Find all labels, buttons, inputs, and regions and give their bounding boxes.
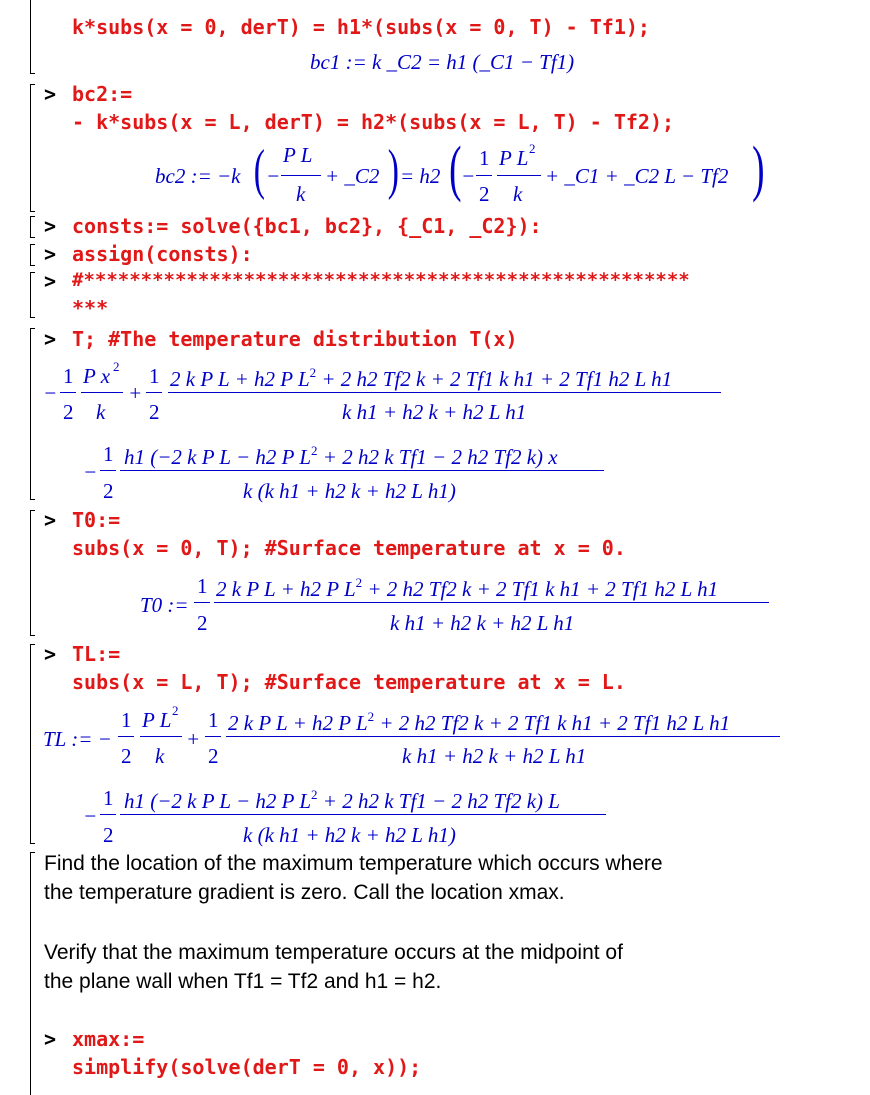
consts-prompt: > bbox=[44, 214, 57, 238]
t-half-den-2: 2 bbox=[149, 400, 160, 424]
stars-prompt: > bbox=[44, 269, 57, 293]
t-neg-1: − bbox=[43, 381, 58, 405]
bc2-input-line2[interactable]: - k*subs(x = L, derT) = h2*(subs(x = L, T) - Tf2); bbox=[72, 110, 675, 134]
t-lin-bar bbox=[120, 470, 604, 471]
text-para2-line1: Verify that the maximum temperature occurs at the midpoint of bbox=[44, 941, 623, 964]
tl-prompt: > bbox=[44, 642, 57, 666]
group-bracket-consts bbox=[30, 216, 35, 238]
xmax-prompt: > bbox=[44, 1027, 57, 1051]
bc2-frac2-num: P L bbox=[499, 146, 529, 170]
tl-big-bar bbox=[226, 736, 780, 737]
t-half-bar-2 bbox=[146, 392, 162, 393]
t-half-num-1: 1 bbox=[63, 364, 74, 388]
t0-prompt: > bbox=[44, 508, 57, 532]
tl-line2[interactable]: subs(x = L, T); #Surface temperature at x = L. bbox=[72, 670, 626, 694]
tl-lhs: TL := − bbox=[43, 727, 112, 751]
bc2-after-frac2: + _C1 + _C2 L − Tf2 bbox=[545, 164, 729, 188]
tl-half-bar-3 bbox=[100, 814, 116, 815]
tl-lin-num: h1 (−2 k P L − h2 P $L^2 + 2$ h2 k Tf1 − 2 h2 Tf2 k) L bbox=[124, 787, 560, 813]
bc2-frac2-den: k bbox=[513, 182, 523, 206]
tl-big-num: 2 k P L + h2 P $L^2 + 2$ h2 Tf2 k + 2 Tf1 k h1 + 2 Tf1 h2 L h1 bbox=[228, 709, 731, 735]
t-px2-den: k bbox=[96, 400, 106, 424]
t-plus: + bbox=[128, 381, 143, 405]
bc2-open-paren-2: ( bbox=[449, 135, 462, 203]
t0-line2[interactable]: subs(x = 0, T); #Surface temperature at x = 0. bbox=[72, 536, 626, 560]
t-lin-num: h1 (−2 k P L − h2 P $L^2 + 2$ h2 k Tf1 − 2 h2 Tf2 k) x bbox=[124, 443, 558, 469]
group-bracket-assign bbox=[30, 244, 35, 266]
bc1-output: bc1 := k _C2 = h1 (_C1 − Tf1) bbox=[310, 50, 575, 74]
stars-line1[interactable]: #***************************************************** bbox=[72, 269, 690, 291]
t-half-bar-3 bbox=[100, 470, 116, 471]
tl-half-den-1: 2 bbox=[121, 744, 132, 768]
bc2-prompt: > bbox=[44, 82, 57, 106]
bc2-half-den: 2 bbox=[479, 182, 490, 206]
t-half-num-2: 1 bbox=[149, 364, 160, 388]
tl-lin-bar bbox=[120, 814, 606, 815]
group-bracket-xmax bbox=[30, 852, 35, 1095]
tl-half-den-2: 2 bbox=[208, 744, 219, 768]
bc2-input-line1[interactable]: bc2:= bbox=[72, 82, 133, 106]
t0-half-num: 1 bbox=[197, 574, 208, 598]
xmax-line1[interactable]: xmax:= bbox=[72, 1027, 145, 1051]
tl-pl2-sup: 2 bbox=[172, 703, 179, 718]
text-para1-line1: Find the location of the maximum temperature which occurs where bbox=[44, 852, 663, 875]
text-para1-line2: the temperature gradient is zero. Call the location xmax. bbox=[44, 881, 565, 904]
assign-input[interactable]: assign(consts): bbox=[72, 242, 253, 266]
t-big-bar bbox=[168, 392, 721, 393]
tl-line1[interactable]: TL:= bbox=[72, 642, 121, 666]
t-half-num-3: 1 bbox=[103, 442, 114, 466]
bc2-frac1-den: k bbox=[296, 182, 306, 206]
t-px2-bar bbox=[81, 392, 123, 393]
t0-lhs: T0 := bbox=[140, 593, 189, 617]
t0-bar bbox=[214, 602, 769, 603]
group-bracket-tl bbox=[30, 644, 35, 844]
t-big-num: 2 k P L + h2 P $L^2 + 2$ h2 Tf2 k + 2 Tf1 k h1 + 2 Tf1 h2 L h1 bbox=[170, 365, 673, 391]
assign-prompt: > bbox=[44, 242, 57, 266]
tl-big-den: k h1 + h2 k + h2 L h1 bbox=[402, 744, 587, 768]
t-px2-sup: 2 bbox=[113, 359, 120, 374]
text-para2-line2: the plane wall when Tf1 = Tf2 and h1 = h2. bbox=[44, 970, 442, 993]
bc2-output-lhs: bc2 := −k bbox=[155, 164, 241, 188]
t-neg-2: − bbox=[83, 460, 98, 484]
t-big-den: k h1 + h2 k + h2 L h1 bbox=[342, 400, 527, 424]
bc2-open-paren-1: ( bbox=[253, 139, 265, 201]
bc2-frac1-bar bbox=[281, 175, 321, 176]
tl-lin-den: k (k h1 + h2 k + h2 L h1) bbox=[243, 823, 456, 847]
tl-pl2-num: P L bbox=[142, 708, 172, 732]
t-input[interactable]: T; #The temperature distribution T(x) bbox=[72, 327, 518, 351]
xmax-line2[interactable]: simplify(solve(derT = 0, x)); bbox=[72, 1055, 422, 1079]
tl-half-num-3: 1 bbox=[103, 786, 114, 810]
bc2-neg-1: − bbox=[266, 164, 281, 188]
bc2-close-paren-2: ) bbox=[752, 135, 765, 203]
bc2-neg-2: − bbox=[461, 164, 476, 188]
group-bracket-bc2 bbox=[30, 84, 35, 212]
t-prompt: > bbox=[44, 327, 57, 351]
t-half-bar-1 bbox=[60, 392, 76, 393]
t-lin-den: k (k h1 + h2 k + h2 L h1) bbox=[243, 479, 456, 503]
bc2-half-num: 1 bbox=[479, 146, 490, 170]
bc2-after-frac1: + _C2 bbox=[325, 164, 380, 188]
t0-line1[interactable]: T0:= bbox=[72, 508, 121, 532]
bc1-input[interactable]: k*subs(x = 0, derT) = h1*(subs(x = 0, T) - Tf1); bbox=[72, 15, 650, 39]
tl-neg-2: − bbox=[83, 804, 98, 828]
group-bracket-t0 bbox=[30, 510, 35, 636]
group-bracket-t bbox=[30, 328, 35, 500]
tl-half-den-3: 2 bbox=[103, 823, 114, 847]
t-px2-num: P x bbox=[83, 364, 111, 388]
bc2-frac2-bar bbox=[497, 175, 541, 176]
tl-half-bar-2 bbox=[205, 736, 221, 737]
tl-pl2-bar bbox=[140, 736, 182, 737]
consts-input[interactable]: consts:= solve({bc1, bc2}, {_C1, _C2}): bbox=[72, 214, 542, 238]
bc2-frac2-sup: 2 bbox=[529, 141, 536, 156]
bc2-half-bar bbox=[476, 175, 492, 176]
tl-half-num-1: 1 bbox=[121, 708, 132, 732]
group-bracket-stars bbox=[30, 272, 35, 318]
bc2-frac1-num: P L bbox=[283, 143, 313, 167]
t0-half-bar bbox=[194, 602, 210, 603]
t-half-den-3: 2 bbox=[103, 479, 114, 503]
group-bracket-bc1 bbox=[30, 0, 35, 74]
t0-num: 2 k P L + h2 P $L^2 + 2$ h2 Tf2 k + 2 Tf1 k h1 + 2 Tf1 h2 L h1 bbox=[216, 575, 719, 601]
t0-den: k h1 + h2 k + h2 L h1 bbox=[390, 611, 575, 635]
bc2-output-mid: = h2 bbox=[400, 164, 441, 188]
tl-plus: + bbox=[186, 727, 201, 751]
t0-half-den: 2 bbox=[197, 611, 208, 635]
t-half-den-1: 2 bbox=[63, 400, 74, 424]
tl-pl2-den: k bbox=[155, 744, 165, 768]
tl-half-bar-1 bbox=[118, 736, 134, 737]
stars-line2[interactable]: *** bbox=[72, 296, 109, 320]
tl-half-num-2: 1 bbox=[208, 708, 219, 732]
bc2-close-paren-1: ) bbox=[387, 139, 399, 201]
